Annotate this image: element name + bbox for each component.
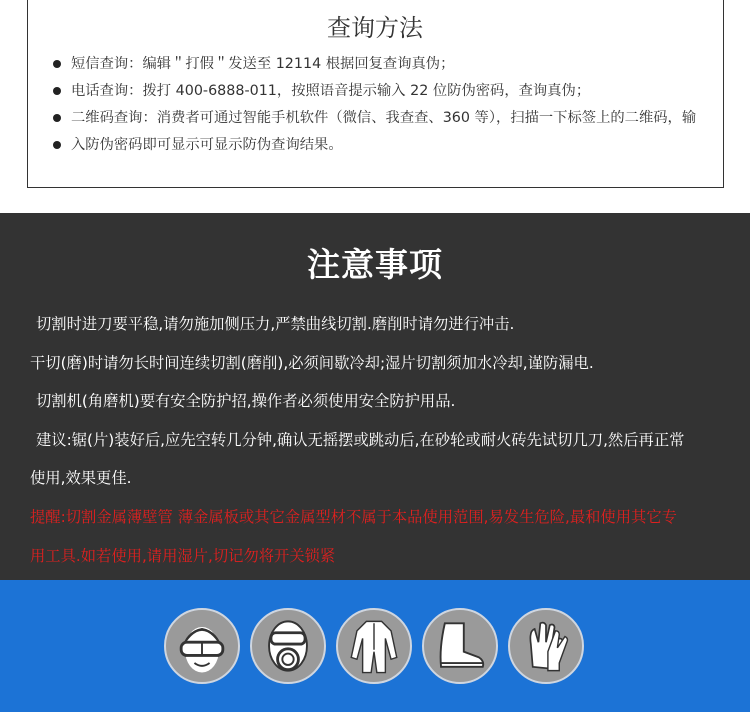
respirator-mask-icon <box>250 608 326 684</box>
query-item-phone: 电话查询：拨打 400-6888-011，按照语音提示输入 22 位防伪密码，查询真伪； <box>53 80 713 107</box>
query-section <box>0 0 750 213</box>
notice-line: 干切(磨)时请勿长时间连续切割(磨削),必须间歇冷却;湿片切割须加水冷却,谨防漏电. <box>30 353 594 372</box>
query-item-sms: 短信查询：编辑＂打假＂发送至 12114 根据回复查询真伪； <box>53 53 713 80</box>
warning-line: 用工具.如若使用,请用湿片,切记勿将开关锁紧 <box>30 546 336 565</box>
safety-boot-icon <box>422 608 498 684</box>
notice-title: 注意事项 <box>307 245 443 284</box>
notice-line: 建议:锯(片)装好后,应先空转几分钟,确认无摇摆或跳动后,在砂轮或耐火砖先试切几刀,然后再正常 <box>36 430 685 449</box>
notice-section <box>0 213 750 580</box>
notice-line: 使用,效果更佳. <box>30 469 132 488</box>
bullet-icon <box>53 114 61 122</box>
notice-body <box>30 305 720 575</box>
protective-gloves-icon <box>508 608 584 684</box>
bullet-icon <box>53 141 61 149</box>
bullet-icon <box>53 87 61 95</box>
notice-line: 切割机(角磨机)要有安全防护招,操作者必须使用安全防护用品. <box>36 392 456 411</box>
warning-line: 提醒:切割金属薄壁管 薄金属板或其它金属型材不属于本品使用范围,易发生危险,最和使用其它专 <box>30 507 677 526</box>
notice-line: 切割时进刀要平稳,请勿施加侧压力,严禁曲线切割.磨削时请勿进行冲击. <box>36 315 515 333</box>
query-list <box>53 53 713 161</box>
query-title: 查询方法 <box>327 14 423 42</box>
query-item-password: 入防伪密码即可显示可显示防伪查询结果。 <box>53 134 713 161</box>
safety-goggles-icon <box>164 608 240 684</box>
query-item-qrcode: 二维码查询：消费者可通过智能手机软件（微信、我查查、360 等），扫描一下标签上的二维码，输 <box>53 107 713 134</box>
protective-suit-icon <box>336 608 412 684</box>
bullet-icon <box>53 60 61 68</box>
safety-equipment-section <box>0 580 750 712</box>
